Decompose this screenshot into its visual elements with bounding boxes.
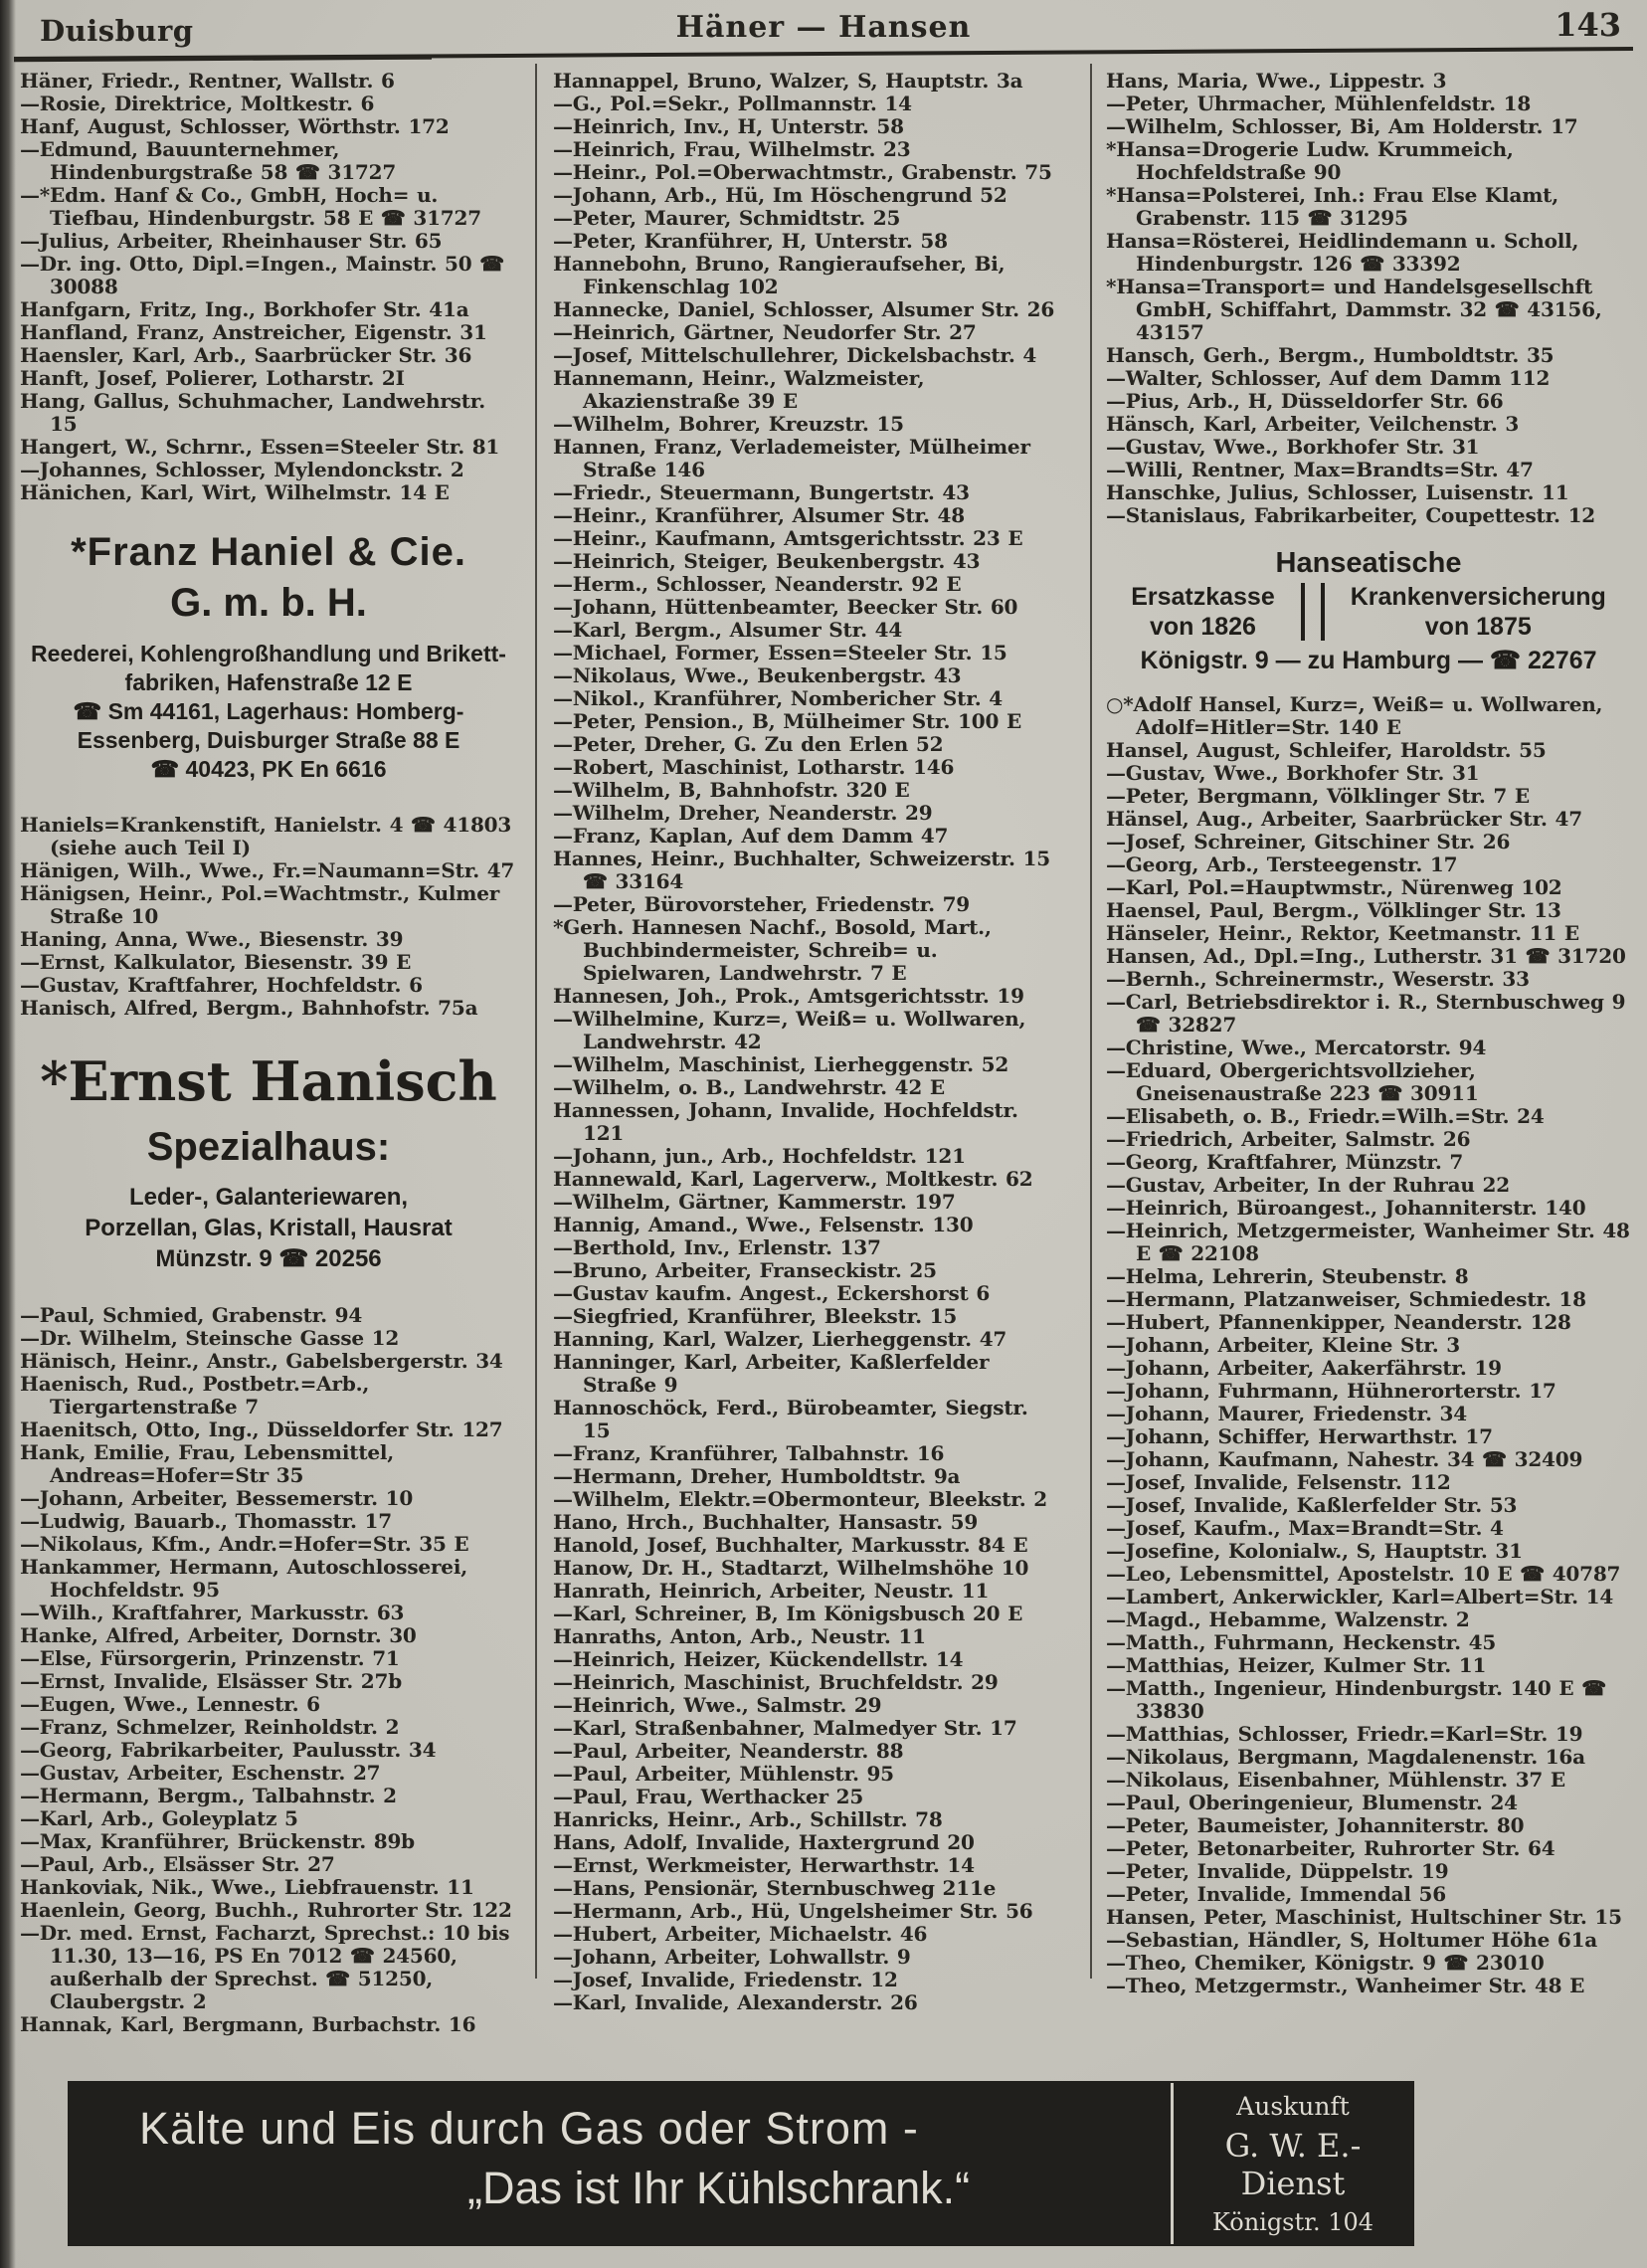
directory-entry: —Hermann, Bergm., Talbahnstr. 2 [20, 1784, 397, 1807]
directory-entry: —Heinr., Kaufmann, Amtsgerichtsstr. 23 E [553, 526, 1023, 550]
directory-entry: —Gustav, Arbeiter, Eschenstr. 27 [20, 1761, 381, 1785]
directory-entry: —Johannes, Schlosser, Mylendonckstr. 2 [20, 458, 464, 481]
directory-entry: —Johann, Kaufmann, Nahestr. 34 ☎ 32409 [1106, 1447, 1583, 1471]
directory-entry: Haensler, Karl, Arb., Saarbrücker Str. 36 [20, 343, 472, 367]
directory-entry: —Gustav, Wwe., Borkhofer Str. 31 [1106, 435, 1480, 459]
ad-hanisch-body-line: Leder-, Galanteriewaren, [128, 1184, 409, 1211]
directory-entry: —Sebastian, Händler, S, Holtumer Höhe 61a [1106, 1928, 1598, 1952]
directory-entry: *Hansa=Drogerie Ludw. Krummeich, Hochfeldstraße 90 [1106, 137, 1514, 184]
directory-entry: —Heinrich, Büroangest., Johanniterstr. 140 [1106, 1196, 1586, 1220]
running-title: Häner — Hansen [675, 10, 972, 45]
directory-entry: —Peter, Invalide, Düppelstr. 19 [1106, 1859, 1449, 1883]
ad-haniel-body-line: Reederei, Kohlengroßhandlung und Brikett- [31, 641, 506, 666]
directory-entry: —Franz, Kranführer, Talbahnstr. 16 [553, 1441, 945, 1465]
directory-entry: —Nikolaus, Eisenbahner, Mühlenstr. 37 E [1106, 1768, 1565, 1792]
directory-entry: Hans, Adolf, Invalide, Haxtergrund 20 [553, 1830, 975, 1854]
directory-entry: Hanrath, Heinrich, Arbeiter, Neustr. 11 [553, 1579, 990, 1603]
directory-entry: Hannemann, Heinr., Walzmeister, Akazienstraße 39 E [553, 366, 925, 413]
entry-list-col2 [553, 70, 1062, 2014]
ad-hanisch-subtitle: Spezialhaus: [146, 1125, 391, 1169]
directory-entry: Hänseler, Heinr., Rektor, Keetmanstr. 11 E [1106, 921, 1579, 945]
directory-entry: —Matth., Fuhrmann, Heckenstr. 45 [1106, 1630, 1497, 1654]
directory-entry: —Bruno, Arbeiter, Franseckistr. 25 [553, 1258, 937, 1282]
directory-entry: —Johann, Arb., Hü, Im Höschengrund 52 [553, 183, 1007, 207]
ad-hanisch-title: *Ernst Hanisch [40, 1049, 497, 1113]
directory-entry: —G., Pol.=Sekr., Pollmannstr. 14 [553, 92, 912, 115]
page-number: 143 [1555, 6, 1621, 44]
directory-entry: —Heinrich, Metzgermeister, Wanheimer Str. 48 E ☎ 22108 [1106, 1219, 1630, 1265]
directory-entry: Hanninger, Karl, Arbeiter, Kaßlerfelder Straße 9 [553, 1350, 990, 1397]
directory-entry: —Wilhelm, Dreher, Neanderstr. 29 [553, 801, 933, 825]
ad-haniel-body-line: ☎ 40423, PK En 6616 [150, 756, 387, 782]
directory-entry: —Leo, Lebensmittel, Apostelstr. 10 E ☎ 40787 [1106, 1562, 1621, 1586]
directory-entry: —Heinrich, Maschinist, Bruchfeldstr. 29 [553, 1670, 999, 1694]
directory-entry: —Hermann, Platzanweiser, Schmiedestr. 18 [1106, 1287, 1586, 1311]
entry-list-col1-bottom [20, 1304, 517, 2036]
ad-haniel-body-line: Essenberg, Duisburger Straße 88 E [77, 727, 460, 753]
directory-entry: Hannoschöck, Ferd., Bürobeamter, Siegstr. 15 [553, 1396, 1028, 1442]
page-binding-shadow [0, 0, 16, 2268]
directory-entry: —Else, Fürsorgerin, Prinzenstr. 71 [20, 1646, 400, 1670]
directory-entry: —Walter, Schlosser, Auf dem Damm 112 [1106, 366, 1551, 390]
directory-entry: —Paul, Arbeiter, Neanderstr. 88 [553, 1739, 904, 1763]
directory-entry: —Willi, Rentner, Max=Brandts=Str. 47 [1106, 458, 1534, 481]
directory-entry: Hannen, Franz, Verlademeister, Mülheimer Straße 146 [553, 435, 1030, 481]
directory-entry: —Nikolaus, Wwe., Beukenbergstr. 43 [553, 663, 962, 687]
banner-slogan-line1: Kälte und Eis durch Gas oder Strom - [139, 2103, 919, 2154]
directory-entry: —Johann, Hüttenbeamter, Beecker Str. 60 [553, 595, 1018, 619]
directory-entry: Hannecke, Daniel, Schlosser, Alsumer Str. 26 [553, 297, 1055, 321]
directory-entry: —Franz, Schmelzer, Reinholdstr. 2 [20, 1715, 400, 1739]
directory-entry: —Gustav, Arbeiter, In der Ruhrau 22 [1106, 1173, 1510, 1197]
directory-entry: —Ernst, Werkmeister, Herwarthstr. 14 [553, 1853, 975, 1877]
directory-entry: —Rosie, Direktrice, Moltkestr. 6 [20, 92, 375, 115]
directory-entry: —Peter, Kranführer, H, Unterstr. 58 [553, 229, 948, 253]
ad-haniel-body-line: fabriken, Hafenstraße 12 E [124, 669, 413, 695]
directory-entry: —Josef, Invalide, Kaßlerfelder Str. 53 [1106, 1493, 1518, 1517]
directory-entry: —Theo, Chemiker, Königstr. 9 ☎ 23010 [1106, 1951, 1545, 1975]
directory-entry: —Matthias, Heizer, Kulmer Str. 11 [1106, 1653, 1487, 1677]
directory-entry: —Theo, Metzgermstr., Wanheimer Str. 48 E [1106, 1974, 1585, 1997]
directory-entry: Hanricks, Heinr., Arb., Schillstr. 78 [553, 1807, 943, 1831]
directory-entry: —Johann, Maurer, Friedenstr. 34 [1106, 1402, 1467, 1425]
ad-haniel-subtitle: G. m. b. H. [170, 581, 367, 625]
ad-kuehlschrank-banner [70, 2083, 1412, 2244]
directory-entry: Hanf, August, Schlosser, Wörthstr. 172 [20, 114, 450, 138]
ad-hansa-right-line1: Krankenversicherung [1350, 583, 1606, 611]
directory-entry: Haensel, Paul, Bergm., Völklinger Str. 13 [1106, 898, 1561, 922]
directory-entry: —Heinrich, Steiger, Beukenbergstr. 43 [553, 549, 981, 573]
directory-entry: —Julius, Arbeiter, Rheinhauser Str. 65 [20, 229, 443, 253]
directory-entry: —Johann, jun., Arb., Hochfeldstr. 121 [553, 1144, 966, 1168]
directory-entry: Hannak, Karl, Bergmann, Burbachstr. 16 [20, 2012, 476, 2036]
directory-entry: Hanisch, Alfred, Bergm., Bahnhofstr. 75a [20, 996, 478, 1020]
directory-entry: Hanfland, Franz, Anstreicher, Eigenstr. 31 [20, 320, 487, 344]
directory-entry: ○*Adolf Hansel, Kurz=, Weiß= u. Wollwaren, Adolf=Hitler=Str. 140 E [1106, 692, 1603, 739]
directory-entry: —*Edm. Hanf & Co., GmbH, Hoch= u. Tiefbau, Hindenburgstr. 58 E ☎ 31727 [20, 183, 481, 230]
directory-entry: —Michael, Former, Essen=Steeler Str. 15 [553, 641, 1007, 664]
directory-entry: —Karl, Invalide, Alexanderstr. 26 [553, 1990, 918, 2014]
directory-entry: Hankammer, Hermann, Autoschlosserei, Hochfeldstr. 95 [20, 1555, 467, 1602]
directory-entry: —Josef, Invalide, Friedenstr. 12 [553, 1968, 898, 1991]
directory-entry: —Bernh., Schreinermstr., Weserstr. 33 [1106, 967, 1530, 991]
directory-entry: —Edmund, Bauunternehmer, Hindenburgstraße 58 ☎ 31727 [20, 137, 397, 184]
directory-entry: *Hansa=Polsterei, Inh.: Frau Else Klamt, Grabenstr. 115 ☎ 31295 [1106, 183, 1558, 230]
directory-entry: —Heinr., Pol.=Oberwachtmstr., Grabenstr. 75 [553, 160, 1052, 184]
directory-entry: —Dr. med. Ernst, Facharzt, Sprechst.: 10 bis 11.30, 13—16, PS En 7012 ☎ 24560, außerhalb der Sprechst. ☎ 51250, Claubergstr. 2 [20, 1921, 510, 2013]
directory-entry: —Paul, Arb., Elsässer Str. 27 [20, 1852, 335, 1876]
directory-entry: Hänichen, Karl, Wirt, Wilhelmstr. 14 E [20, 480, 450, 504]
directory-entry: —Hermann, Arb., Hü, Ungelsheimer Str. 56 [553, 1899, 1033, 1923]
directory-entry: Hannig, Amand., Wwe., Felsenstr. 130 [553, 1213, 974, 1236]
banner-slogan [70, 2083, 1171, 2244]
directory-entry: Hänsch, Karl, Arbeiter, Veilchenstr. 3 [1106, 412, 1520, 436]
directory-entry: —Wilh., Kraftfahrer, Markusstr. 63 [20, 1601, 405, 1624]
ad-hanisch-body [20, 1182, 517, 1274]
entry-list-col1-top [20, 70, 517, 504]
directory-entry: —Friedr., Steuermann, Bungertstr. 43 [553, 480, 970, 504]
ad-ernst-hanisch [20, 1049, 517, 1274]
ad-hansa-left-line1: Ersatzkasse [1131, 583, 1275, 611]
directory-entry: —Paul, Oberingenieur, Blumenstr. 24 [1106, 1791, 1518, 1814]
directory-entry: —Peter, Baumeister, Johanniterstr. 80 [1106, 1813, 1525, 1837]
directory-entry: —Peter, Pension., B, Mülheimer Str. 100 E [553, 709, 1022, 733]
directory-entry: Haniels=Krankenstift, Hanielstr. 4 ☎ 41803 (siehe auch Teil I) [20, 813, 512, 859]
directory-entry: —Gustav kaufm. Angest., Eckershorst 6 [553, 1281, 991, 1305]
column-divider-2 [1090, 64, 1092, 1979]
entry-list-col1-mid [20, 814, 517, 1020]
directory-entry: —Nikol., Kranführer, Nombericher Str. 4 [553, 686, 1003, 710]
directory-entry: —Dr. ing. Otto, Dipl.=Ingen., Mainstr. 50 ☎ 30088 [20, 252, 504, 298]
directory-entry: Hano, Hrch., Buchhalter, Hansastr. 59 [553, 1510, 979, 1534]
directory-entry: Hanold, Josef, Buchhalter, Markusstr. 84 E [553, 1533, 1028, 1557]
directory-entry: Hanke, Alfred, Arbeiter, Dornstr. 30 [20, 1623, 417, 1647]
directory-entry: —Wilhelm, Elektr.=Obermonteur, Bleekstr. 2 [553, 1487, 1048, 1511]
directory-entry: Hansch, Gerh., Bergm., Humboldtstr. 35 [1106, 343, 1555, 367]
directory-entry: —Matth., Ingenieur, Hindenburgstr. 140 E ☎ 33830 [1106, 1676, 1606, 1723]
directory-entry: —Heinrich, Frau, Wilhelmstr. 23 [553, 137, 911, 161]
banner-slogan-line2: „Das ist Ihr Kühlschrank.“ [467, 2163, 971, 2213]
ad-hanseatische-ersatzkasse [1106, 547, 1631, 675]
directory-entry: Hannappel, Bruno, Walzer, S, Hauptstr. 3a [553, 70, 1023, 93]
directory-entry: —Gustav, Kraftfahrer, Hochfeldstr. 6 [20, 973, 423, 997]
directory-entry: —Karl, Pol.=Hauptwmstr., Nürenweg 102 [1106, 875, 1562, 899]
directory-entry: —Karl, Straßenbahner, Malmedyer Str. 17 [553, 1716, 1017, 1740]
ad-hansa-title: Hanseatische [1275, 547, 1462, 579]
directory-entry: —Helma, Lehrerin, Steubenstr. 8 [1106, 1264, 1469, 1288]
directory-entry: Hansen, Ad., Dpl.=Ing., Lutherstr. 31 ☎ 31720 [1106, 944, 1626, 968]
directory-entry: Hanft, Josef, Polierer, Lotharstr. 2I [20, 366, 405, 390]
banner-address: Königstr. 104 [1211, 2207, 1374, 2236]
ad-hanisch-body-line: Münzstr. 9 ☎ 20256 [155, 1245, 382, 1272]
directory-entry: —Hubert, Pfannenkipper, Neanderstr. 128 [1106, 1310, 1571, 1334]
ad-hansa-right-line2: von 1875 [1424, 613, 1532, 641]
ad-hansa-bottom-line: Königstr. 9 — zu Hamburg — ☎ 22767 [1140, 647, 1597, 674]
directory-entry: Hänigsen, Heinr., Pol.=Wachtmstr., Kulmer Straße 10 [20, 881, 500, 928]
banner-contact-box [1171, 2083, 1412, 2244]
directory-column-2 [553, 70, 1062, 2069]
directory-entry: —Karl, Bergm., Alsumer Str. 44 [553, 618, 903, 642]
directory-entry: —Friedrich, Arbeiter, Salmstr. 26 [1106, 1127, 1471, 1151]
directory-entry: Hanschke, Julius, Schlosser, Luisenstr. 11 [1106, 480, 1569, 504]
directory-entry: Hank, Emilie, Frau, Lebensmittel, Andreas=Hofer=Str 35 [20, 1440, 395, 1487]
directory-entry: Hansa=Rösterei, Heidlindemann u. Scholl, Hindenburgstr. 126 ☎ 33392 [1106, 229, 1579, 276]
directory-entry: —Josef, Schreiner, Gitschiner Str. 26 [1106, 830, 1511, 853]
directory-entry: —Matthias, Schlosser, Friedr.=Karl=Str. 19 [1106, 1722, 1583, 1746]
directory-entry: *Hansa=Transport= und Handelsgesellschft GmbH, Schiffahrt, Dammstr. 32 ☎ 43156, 43157 [1106, 275, 1602, 344]
directory-column-1 [20, 70, 517, 2069]
banner-gwe-dienst: G. W. E.-Dienst [1224, 2126, 1362, 2202]
directory-entry: —Peter, Dreher, G. Zu den Erlen 52 [553, 732, 944, 756]
ad-hansa-right [1351, 582, 1606, 642]
directory-entry: —Peter, Invalide, Immendal 56 [1106, 1882, 1446, 1906]
directory-entry: —Ludwig, Bauarb., Thomasstr. 17 [20, 1509, 392, 1533]
directory-entry: Hang, Gallus, Schuhmacher, Landwehrstr. 15 [20, 389, 486, 436]
directory-entry: —Peter, Bürovorsteher, Friedenstr. 79 [553, 892, 971, 916]
directory-entry: —Heinrich, Heizer, Kückendellstr. 14 [553, 1647, 964, 1671]
directory-entry: Hansen, Peter, Maschinist, Hultschiner Str. 15 [1106, 1905, 1622, 1929]
ad-haniel-title: *Franz Haniel & Cie. [71, 530, 466, 574]
directory-entry: —Wilhelm, Schlosser, Bi, Am Holderstr. 17 [1106, 114, 1578, 138]
directory-entry: —Ernst, Kalkulator, Biesenstr. 39 E [20, 950, 412, 974]
directory-entry: —Johann, Fuhrmann, Hühnerorterstr. 17 [1106, 1379, 1556, 1403]
directory-entry: Hannebohn, Bruno, Rangieraufseher, Bi, Finkenschlag 102 [553, 252, 1006, 298]
entry-list-col3-top [1106, 70, 1631, 527]
directory-entry: —Wilhelm, B, Bahnhofstr. 320 E [553, 778, 910, 802]
directory-entry: —Georg, Fabrikarbeiter, Paulusstr. 34 [20, 1738, 437, 1762]
double-bar-icon [1301, 583, 1325, 641]
directory-entry: —Heinrich, Wwe., Salmstr. 29 [553, 1693, 882, 1717]
directory-entry: —Georg, Kraftfahrer, Münzstr. 7 [1106, 1150, 1464, 1174]
ad-hansa-left-line2: von 1826 [1149, 613, 1256, 641]
directory-entry: —Hermann, Dreher, Humboldtstr. 9a [553, 1464, 961, 1488]
directory-entry: Hannessen, Johann, Invalide, Hochfeldstr. 121 [553, 1098, 1018, 1145]
directory-entry: Haning, Anna, Wwe., Biesenstr. 39 [20, 927, 404, 951]
directory-entry: Haenisch, Rud., Postbetr.=Arb., Tiergartenstraße 7 [20, 1372, 370, 1418]
directory-entry: —Elisabeth, o. B., Friedr.=Wilh.=Str. 24 [1106, 1104, 1545, 1128]
directory-entry: —Berthold, Inv., Erlenstr. 137 [553, 1235, 881, 1259]
directory-column-3 [1106, 70, 1631, 2069]
directory-entry: —Paul, Arbeiter, Mühlenstr. 95 [553, 1762, 894, 1786]
directory-entry: —Heinr., Kranführer, Alsumer Str. 48 [553, 503, 965, 527]
directory-entry: Hänigen, Wilh., Wwe., Fr.=Naumann=Str. 47 [20, 858, 515, 882]
directory-entry: —Nikolaus, Bergmann, Magdalenenstr. 16a [1106, 1745, 1585, 1769]
directory-entry: —Magd., Hebamme, Walzenstr. 2 [1106, 1607, 1470, 1631]
ad-hanisch-body-line: Porzellan, Glas, Kristall, Hausrat [85, 1215, 453, 1241]
directory-entry: —Wilhelm, Gärtner, Kammerstr. 197 [553, 1190, 956, 1214]
directory-entry: Hänisch, Heinr., Anstr., Gabelsbergerstr. 34 [20, 1349, 503, 1373]
directory-entry: —Karl, Arb., Goleyplatz 5 [20, 1806, 298, 1830]
directory-entry: —Johann, Arbeiter, Aakerfährstr. 19 [1106, 1356, 1502, 1380]
directory-entry: —Hubert, Arbeiter, Michaelstr. 46 [553, 1922, 928, 1946]
directory-entry: Hannes, Heinr., Buchhalter, Schweizerstr. 15 ☎ 33164 [553, 847, 1050, 893]
directory-entry: —Heinrich, Gärtner, Neudorfer Str. 27 [553, 320, 977, 344]
directory-entry: —Peter, Uhrmacher, Mühlenfeldstr. 18 [1106, 92, 1532, 115]
directory-entry: Hanraths, Anton, Arb., Neustr. 11 [553, 1624, 926, 1648]
ad-haniel-body-line: ☎ Sm 44161, Lagerhaus: Homberg- [73, 698, 464, 724]
entry-list-col3-bottom [1106, 693, 1631, 1997]
directory-entry: —Peter, Betonarbeiter, Ruhrorter Str. 64 [1106, 1836, 1556, 1860]
directory-entry: —Heinrich, Inv., H, Unterstr. 58 [553, 114, 904, 138]
directory-entry: —Ernst, Invalide, Elsässer Str. 27b [20, 1669, 402, 1693]
header-place: Duisburg [40, 14, 194, 48]
directory-entry: Hannesen, Joh., Prok., Amtsgerichtsstr. 19 [553, 984, 1024, 1008]
directory-entry: —Eduard, Obergerichtsvollzieher, Gneisenaustraße 223 ☎ 30911 [1106, 1058, 1479, 1105]
directory-entry: Hans, Maria, Wwe., Lippestr. 3 [1106, 70, 1447, 93]
directory-entry: Hansel, August, Schleifer, Haroldstr. 55 [1106, 738, 1547, 762]
directory-entry: —Karl, Schreiner, B, Im Königsbusch 20 E [553, 1602, 1023, 1625]
directory-entry: *Gerh. Hannesen Nachf., Bosold, Mart., Buchbindermeister, Schreib= u. Spielwaren, Landwehrstr. 7 E [553, 915, 992, 985]
ad-hansa-left [1131, 582, 1275, 642]
directory-entry: —Johann, Arbeiter, Lohwallstr. 9 [553, 1945, 911, 1969]
directory-entry: —Peter, Maurer, Schmidtstr. 25 [553, 206, 901, 230]
ad-franz-haniel [20, 530, 517, 784]
directory-entry: Hänsel, Aug., Arbeiter, Saarbrücker Str. 47 [1106, 807, 1582, 831]
directory-entry: —Robert, Maschinist, Lotharstr. 146 [553, 755, 955, 779]
directory-entry: —Nikolaus, Kfm., Andr.=Hofer=Str. 35 E [20, 1532, 469, 1556]
directory-entry: —Josef, Mittelschullehrer, Dickelsbachstr. 4 [553, 343, 1037, 367]
directory-entry: —Wilhelmine, Kurz=, Weiß= u. Wollwaren, Landwehrstr. 42 [553, 1007, 1026, 1053]
directory-entry: —Herm., Schlosser, Neanderstr. 92 E [553, 572, 962, 596]
ad-haniel-body [20, 640, 517, 784]
directory-entry: —Eugen, Wwe., Lennestr. 6 [20, 1692, 320, 1716]
directory-entry: —Josefine, Kolonialw., S, Hauptstr. 31 [1106, 1539, 1523, 1563]
directory-entry: —Pius, Arb., H, Düsseldorfer Str. 66 [1106, 389, 1504, 413]
directory-entry: —Christine, Wwe., Mercatorstr. 94 [1106, 1036, 1487, 1059]
directory-entry: Haenitsch, Otto, Ing., Düsseldorfer Str. 127 [20, 1418, 503, 1441]
column-divider-1 [535, 64, 537, 1979]
directory-entry: —Hans, Pensionär, Sternbuschweg 211e [553, 1876, 997, 1900]
directory-entry: Hankoviak, Nik., Wwe., Liebfrauenstr. 11 [20, 1875, 474, 1899]
banner-auskunft: Auskunft [1236, 2091, 1350, 2121]
directory-entry: —Georg, Arb., Tersteegenstr. 17 [1106, 852, 1458, 876]
directory-entry: —Johann, Arbeiter, Bessemerstr. 10 [20, 1486, 414, 1510]
directory-entry: Haenlein, Georg, Buchh., Ruhrorter Str. 122 [20, 1898, 512, 1922]
directory-entry: Häner, Friedr., Rentner, Wallstr. 6 [20, 70, 395, 93]
directory-entry: —Wilhelm, o. B., Landwehrstr. 42 E [553, 1075, 945, 1099]
directory-entry: —Wilhelm, Maschinist, Lierheggenstr. 52 [553, 1052, 1009, 1076]
directory-entry: —Siegfried, Kranführer, Bleekstr. 15 [553, 1304, 958, 1328]
directory-entry: —Wilhelm, Bohrer, Kreuzstr. 15 [553, 412, 904, 436]
directory-entry: —Gustav, Wwe., Borkhofer Str. 31 [1106, 761, 1480, 785]
directory-entry: Hanow, Dr. H., Stadtarzt, Wilhelmshöhe 10 [553, 1556, 1029, 1580]
directory-entry: —Johann, Arbeiter, Kleine Str. 3 [1106, 1333, 1460, 1357]
directory-entry: —Peter, Bergmann, Völklinger Str. 7 E [1106, 784, 1530, 808]
directory-entry: —Stanislaus, Fabrikarbeiter, Coupettestr. 12 [1106, 503, 1596, 527]
directory-entry: Hangert, W., Schrnr., Essen=Steeler Str. 81 [20, 435, 500, 459]
directory-entry: —Josef, Invalide, Felsenstr. 112 [1106, 1470, 1451, 1494]
directory-entry: —Lambert, Ankerwickler, Karl=Albert=Str. 14 [1106, 1585, 1614, 1608]
directory-entry: —Max, Kranführer, Brückenstr. 89b [20, 1829, 415, 1853]
directory-entry: —Carl, Betriebsdirektor i. R., Sternbuschweg 9 ☎ 32827 [1106, 990, 1626, 1037]
directory-entry: —Dr. Wilhelm, Steinsche Gasse 12 [20, 1326, 400, 1350]
directory-entry: —Josef, Kaufm., Max=Brandt=Str. 4 [1106, 1516, 1504, 1540]
directory-entry: Hanning, Karl, Walzer, Lierheggenstr. 47 [553, 1327, 1007, 1351]
directory-entry: —Franz, Kaplan, Auf dem Damm 47 [553, 824, 949, 848]
directory-entry: Hannewald, Karl, Lagerverw., Moltkestr. 62 [553, 1167, 1033, 1191]
directory-entry: —Paul, Frau, Werthacker 25 [553, 1785, 864, 1808]
directory-entry: Hanfgarn, Fritz, Ing., Borkhofer Str. 41a [20, 297, 469, 321]
directory-entry: —Johann, Schiffer, Herwarthstr. 17 [1106, 1424, 1493, 1448]
directory-entry: —Paul, Schmied, Grabenstr. 94 [20, 1303, 363, 1327]
